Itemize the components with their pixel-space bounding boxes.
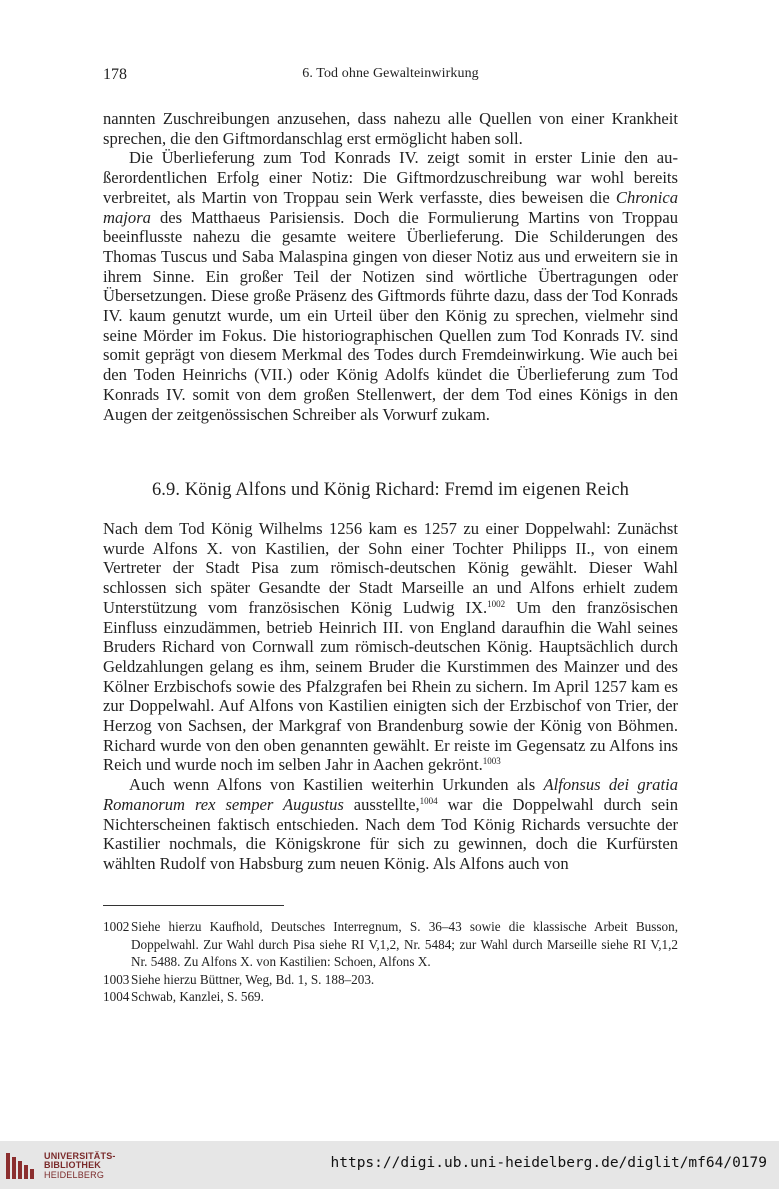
- footnote-ref[interactable]: 1004: [419, 795, 438, 806]
- paragraph: Nach dem Tod König Wilhelms 1256 kam es 1257 zu einer Doppelwahl: Zunächst wurde Alfons X. von Kastilien, der Sohn einer Tochter Philipps II., von einem Vertreter der Stadt Pisa zum römisch-deutschen König gewählt. Dieser Wahl schlossen sich später Gesandte der Stadt Marseille an und Alfons erhielt zudem Unterstützung vom französischen König Ludwig IX.$^{1002}$ Um den französischen Einfluss einzudämmen, betrieb Heinrich III. von England daraufhin die Wahl seines Bruders Richard von Cornwall zum römisch-deutschen König. Hauptsächlich durch Geldzahlungen gelang es ihm, seinem Bruder die Kurstimmen des Mainzer und des Kölner Erzbischofs sowie des Pfalzgrafen bei Rhein zu sichern. Im April 1257 kam es zur Doppelwahl. Auf Alfons von Kastilien einigten sich der Erzbischof von Trier, der Herzog von Sachsen, der Markgraf von Brandenburg sowie der König von Böhmen. Richard wurde von den oben genannten gewählt. Er reiste im Gegensatz zu Alfons ins Reich und wurde noch im selben Jahr in Aachen gekrönt.$^{1003}$: [103, 519, 678, 775]
- page-number: 178: [103, 66, 127, 83]
- footnote-number: 1004: [103, 989, 130, 1004]
- footnote-text: Siehe hierzu Kaufhold, Deutsches Interregnum, S. 36–43 sowie die klassische Arbeit Busson, Doppelwahl. Zur Wahl durch Pisa siehe RI V,1,2, Nr. 5484; zur Wahl durch Marseille siehe RI V,1,2 Nr. 5488. Zu Alfons X. von Kastilien: Schoen, Alfons X.: [131, 919, 678, 969]
- footnote-number: 1003: [103, 971, 130, 987]
- running-header: [103, 66, 678, 88]
- footnote-number: 1002: [103, 919, 130, 934]
- text-block-top: [103, 109, 678, 424]
- footnote-text: Siehe hierzu Büttner, Weg, Bd. 1, S. 188–203.: [131, 971, 375, 987]
- library-logo-icon: [4, 1149, 38, 1183]
- footnote-ref[interactable]: 1003: [482, 756, 501, 767]
- paragraph: Auch wenn Alfons von Kastilien weiterhin Urkunden als Alfonsus dei gratia Romanorum rex semper Augustus ausstellte,$^{1004}$ war die Doppelwahl durch sein Nichterscheinen faktisch entschieden. Nach dem Tod König Richards versuchte der Kastilier nochmals, die Königskrone für sich zu gewinnen, doch die Kurfürsten wählten Rudolf von Habsburg zum neuen König. Als Alfons auch von: [103, 775, 678, 873]
- footnote: [103, 918, 678, 971]
- footnotes: [103, 918, 678, 1006]
- footnote-text: Schwab, Kanzlei, S. 569.: [131, 989, 264, 1004]
- permalink-url[interactable]: https://digi.ub.uni-heidelberg.de/diglit/mf64/0179: [330, 1155, 767, 1171]
- running-title: 6. Tod ohne Gewalteinwirkung: [302, 66, 479, 81]
- footnote: [103, 988, 678, 1006]
- section-heading: 6.9. König Alfons und König Richard: Fremd im eigenen Reich: [151, 480, 630, 500]
- paragraph: nannten Zuschreibungen anzusehen, dass nahezu alle Quellen von einer Krankheit sprechen, die den Giftmordanschlag erst ermöglicht haben soll.: [103, 109, 678, 148]
- viewer-footer: [0, 1141, 779, 1189]
- footnote-ref[interactable]: 1002: [487, 598, 506, 609]
- library-logo-text: UNIVERSITÄTS- BIBLIOTHEK HEIDELBERG: [44, 1150, 116, 1180]
- footnote: [103, 971, 678, 989]
- paragraph: Die Überlieferung zum Tod Konrads IV. zeigt somit in erster Linie den außerordentlichen Erfolg einer Notiz: Die Giftmordzuschreibung war wohl bereits verbreitet, als Martin von Troppau sein Werk verfasste, dies beweisen die Chronica majora des Matthaeus Parisiensis. Doch die Formulierung Martins von Troppau beeinflusste nahezu die gesamte weitere Überlieferung. Die Schilderungen des Thomas Tuscus und Saba Malaspina gingen von dieser Notiz aus und erweitern sie in ihrem Sinne. Ein großer Teil der Notizen sind wörtliche Übertragungen oder Übersetzungen. Diese große Präsenz des Giftmords führte dazu, dass der Tod Konrads IV. kaum genutzt wurde, um ein Urteil über den König zu sprechen, vielmehr sind seine Mörder im Fokus. Die historiographischen Quellen zum Tod Konrads IV. sind somit geprägt von diesem Merkmal des Todes durch Fremdeinwirkung. Wie auch bei den Toden Heinrichs (VII.) oder König Adolfs kündet die Überlieferung zum Tod Konrads IV. somit von dem großen Stellenwert, der dem Tod eines Königs in den Augen der zeitgenössischen Schreiber als Vorwurf zukam.: [103, 148, 678, 424]
- footnote-divider: [103, 905, 284, 906]
- text-block-section: [103, 519, 678, 874]
- latin-title: Alfonsus dei gratia Romanorum rex semper Augustus: [103, 775, 678, 814]
- library-logo[interactable]: [4, 1147, 116, 1185]
- work-title: Chronica majora: [103, 187, 678, 227]
